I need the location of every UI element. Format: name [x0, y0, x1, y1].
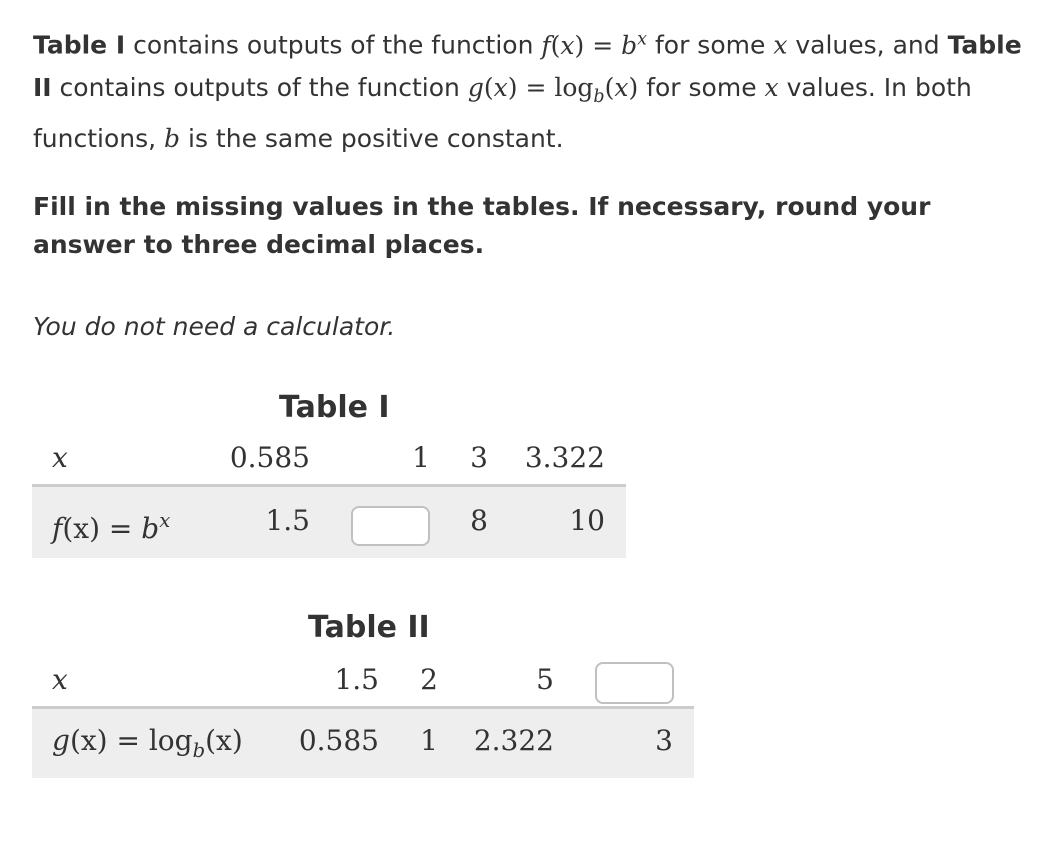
table-i-f-cell: 1.5	[265, 504, 310, 537]
table-ii-g-cell: 0.585	[298, 724, 379, 757]
table-ii-g-cell: 2.322	[473, 724, 554, 757]
table-i-f-row	[32, 484, 626, 558]
table-ii-caption: Table II	[308, 610, 430, 645]
table-i-ref: Table I	[33, 30, 126, 60]
table-ii-g-cell: 3	[655, 724, 673, 757]
instruction-text: Fill in the missing values in the tables. If necessary, round your answer to three decimal places.	[33, 192, 931, 259]
table-ii	[32, 658, 694, 778]
table-i	[32, 436, 626, 558]
table-i-f-label: $f(x) = b^x$	[52, 509, 171, 545]
table-i-x-cell: 1	[412, 441, 430, 474]
g-definition: $g(x) = \log_b(x)$	[467, 72, 639, 107]
table-ii-ref: Table II	[33, 30, 1022, 102]
table-i-x-cell: 0.585	[229, 441, 310, 474]
table-i-x-cell: 3	[470, 441, 488, 474]
table-ii-x-cell: 5	[536, 663, 554, 696]
table-i-answer-input[interactable]	[351, 506, 430, 546]
problem-intro: Table I contains outputs of the function $f(x) = b^x$ for some x values, and Table II contains outputs of the function $g(x) = \log_b(x)$ for some x values. In both functions, b is the same positive constant.	[33, 29, 1022, 153]
table-i-caption: Table I	[279, 390, 390, 425]
table-i-x-cell: 3.322	[524, 441, 605, 474]
table-i-f-cell: 8	[470, 504, 488, 537]
table-ii-g-row	[32, 706, 694, 778]
table-ii-x-cell: 2	[420, 663, 438, 696]
table-ii-x-label: x	[52, 663, 68, 696]
table-ii-x-row	[32, 658, 694, 706]
calculator-note: You do not need a calculator.	[33, 312, 396, 341]
table-i-x-label: x	[52, 441, 68, 474]
table-ii-x-cell: 1.5	[334, 663, 379, 696]
table-ii-answer-input[interactable]	[595, 662, 674, 704]
table-i-f-cell: 10	[569, 504, 605, 537]
table-i-x-row	[32, 436, 626, 484]
table-ii-g-cell: 1	[420, 724, 438, 757]
f-definition: $f(x) = b^x$	[541, 29, 648, 60]
table-ii-g-label: $g(x) = \log_b(x)$	[52, 724, 243, 762]
